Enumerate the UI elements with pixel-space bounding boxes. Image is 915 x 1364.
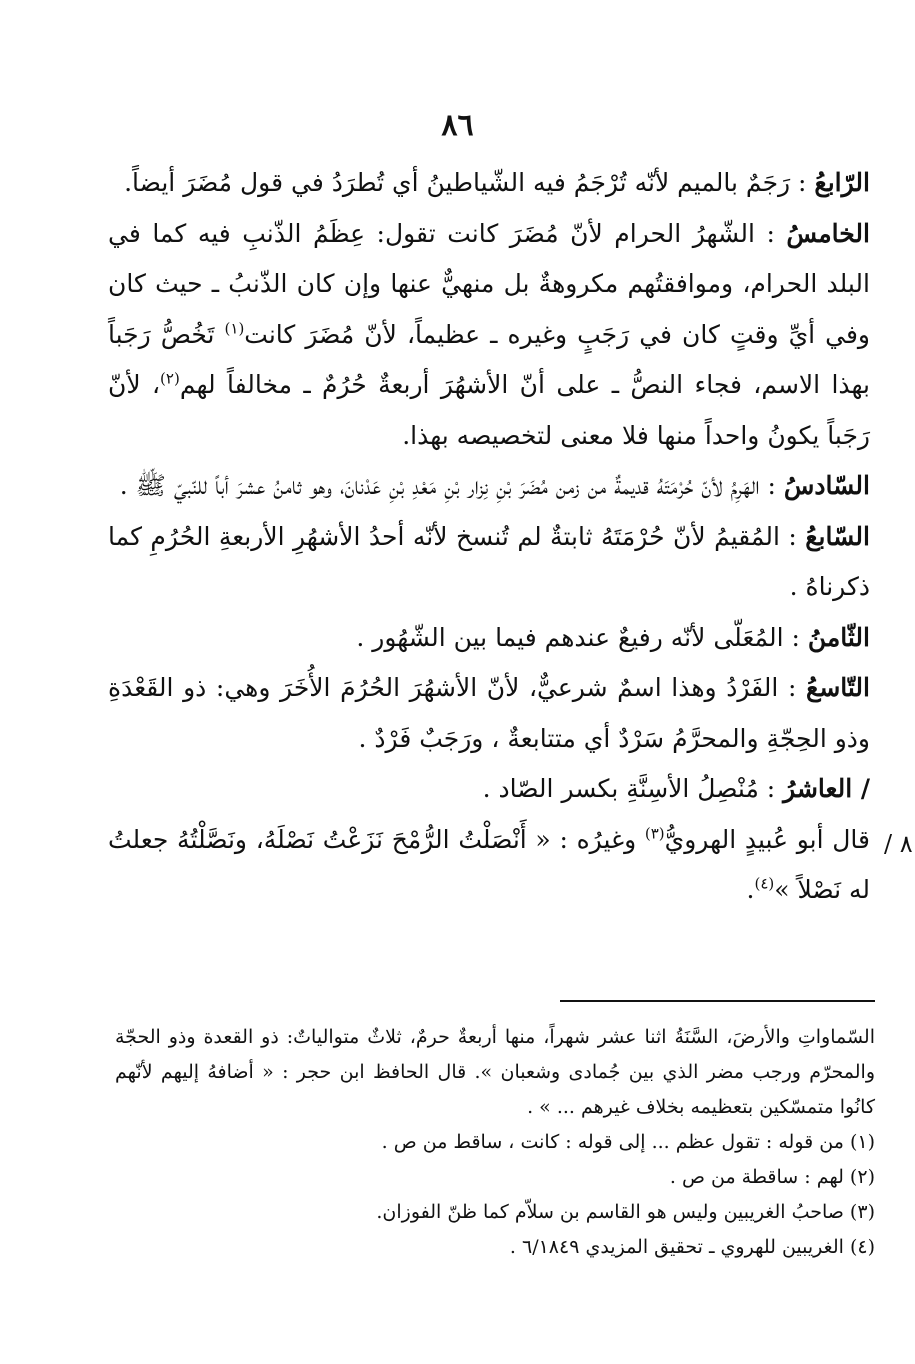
footnotes — [115, 1020, 875, 1265]
paragraph-text: تَخُصُّ رَجَباً بهذا الاسم، فجاء النصُّ ـ على أنّ الأشهُرَ أربعةٌ حُرُمٌ ـ مخالفاً لهم — [108, 319, 871, 399]
page-number: ٨٦ — [441, 108, 474, 143]
paragraph-text: : المُقيمُ لأنّ حُرْمَتَهُ ثابتةٌ لم تُنسخ لأنّه أحدُ الأشهُرِ الأربعةِ الحُرُمِ كما ذكرناهُ . — [108, 521, 870, 601]
paragraph-quote — [108, 815, 870, 916]
footnote-ref: (٢) — [160, 369, 180, 388]
paragraph-text: . — [746, 875, 755, 904]
paragraph-fifth — [108, 209, 870, 462]
paragraph-text: : الشّهرُ الحرام لأنّ مُضَرَ كانت تقول: عِظَمُ الذّنبِ فيه كما في البلد الحرام، وموافقتُهم مكروهةٌ بل منهيٌّ عنها وإن كان الذّنبُ ـ حيث كان وفي أيِّ وقتٍ كان في رَجَبٍ وغيره ـ عظيماً، لأنّ مُضَرَ كانت — [108, 218, 871, 349]
margin-note: ٨ / — [884, 830, 913, 858]
paragraph-text: : الهَرِمُ لأنّ حُرْمَتَهُ قديمةٌ من زمن مُضَرَ بْنِ نِزار بْنِ مَعْدِ بْنِ عَدْنانَ، وهو ثامنُ عشرَ أباً للنّبيّ ﷺ . — [119, 471, 784, 500]
paragraph-text: : رَجَمٌ بالميم لأنّه تُرْجَمُ فيه الشّياطينُ أي تُطرَدُ في قول مُضَرَ أيضاً. — [124, 168, 815, 197]
footnote-4: (٤) الغريبين للهروي ـ تحقيق المزيدي ٦/١٨٤٩ . — [509, 1236, 875, 1258]
paragraph-text: : مُنْصِلُ الأسِنَّةِ بكسر الصّاد . — [482, 774, 784, 803]
main-text — [108, 158, 870, 916]
paragraph-tenth — [108, 764, 870, 815]
term-label: السّادسُ — [783, 471, 870, 500]
paragraph-text: : الفَرْدُ وهذا اسمٌ شرعيٌّ، لأنّ الأشهُرَ الحُرُمَ الأُخَرَ وهي: ذو القَعْدَةِ وذو الحِجّةِ والمحرَّمُ سَرْدٌ أي متتابعةٌ ، ورَجَبٌ فَرْدٌ . — [108, 673, 870, 753]
paragraph-text: قال أبو عُبيدٍ الهرويُّ — [664, 824, 870, 854]
footnote-divider — [560, 1000, 875, 1002]
footnote-ref: (١) — [224, 319, 245, 338]
footnote-2: (٢) لهم : ساقطة من ص . — [669, 1166, 875, 1188]
footnote-ref: (٣) — [644, 824, 665, 843]
term-label: الرّابعُ — [814, 168, 870, 197]
paragraph-sixth — [108, 461, 870, 512]
paragraph-text: : المُعَلّى لأنّه رفيعٌ عندهم فيما بين الشّهُور . — [356, 622, 808, 652]
term-label: الثّامنُ — [807, 622, 870, 652]
paragraph-fourth — [108, 158, 870, 209]
footnote-3: (٣) صاحبُ الغريبين وليس هو القاسم بن سلاّم كما ظنّ الفوزان. — [376, 1201, 875, 1223]
footnote-1: (١) من قوله : تقول عظم ... إلى قوله : كانت ، ساقط من ص . — [381, 1131, 875, 1153]
paragraph-ninth — [108, 663, 870, 764]
term-label: الخامسُ — [786, 218, 870, 248]
footnote-continuation: السّماواتِ والأرضَ، السَّنَةُ اثنا عشر شهراً، منها أربعةٌ حرمٌ، ثلاثٌ متوالياتٌ: ذو القعدة وذو الحجّة والمحرّم ورجب مضر الذي بين جُمادى وشعبان ». قال الحافظ ابن حجر : « أضافهُ إليهم لأنّهم كانُوا متمسّكين بتعظيمه بخلاف غيرهم ... » . — [115, 1026, 875, 1118]
paragraph-text: وغيرُه : « أَنْصَلْتُ الرُّمْحَ نَزَعْتُ نَصْلَهُ، ونَصَّلْتُهُ جعلتُ له نَصْلاً » — [108, 824, 870, 904]
paragraph-text: ، لأنّ رَجَباً يكونُ واحداً منها فلا معنى لتخصيصه بهذا. — [108, 370, 870, 450]
paragraph-eighth — [108, 613, 870, 664]
term-label: التّاسعُ — [806, 673, 870, 702]
footnote-ref: (٤) — [754, 874, 775, 893]
term-label: / العاشرُ — [783, 774, 870, 803]
paragraph-seventh — [108, 512, 870, 613]
term-label: السّابعُ — [805, 521, 870, 551]
